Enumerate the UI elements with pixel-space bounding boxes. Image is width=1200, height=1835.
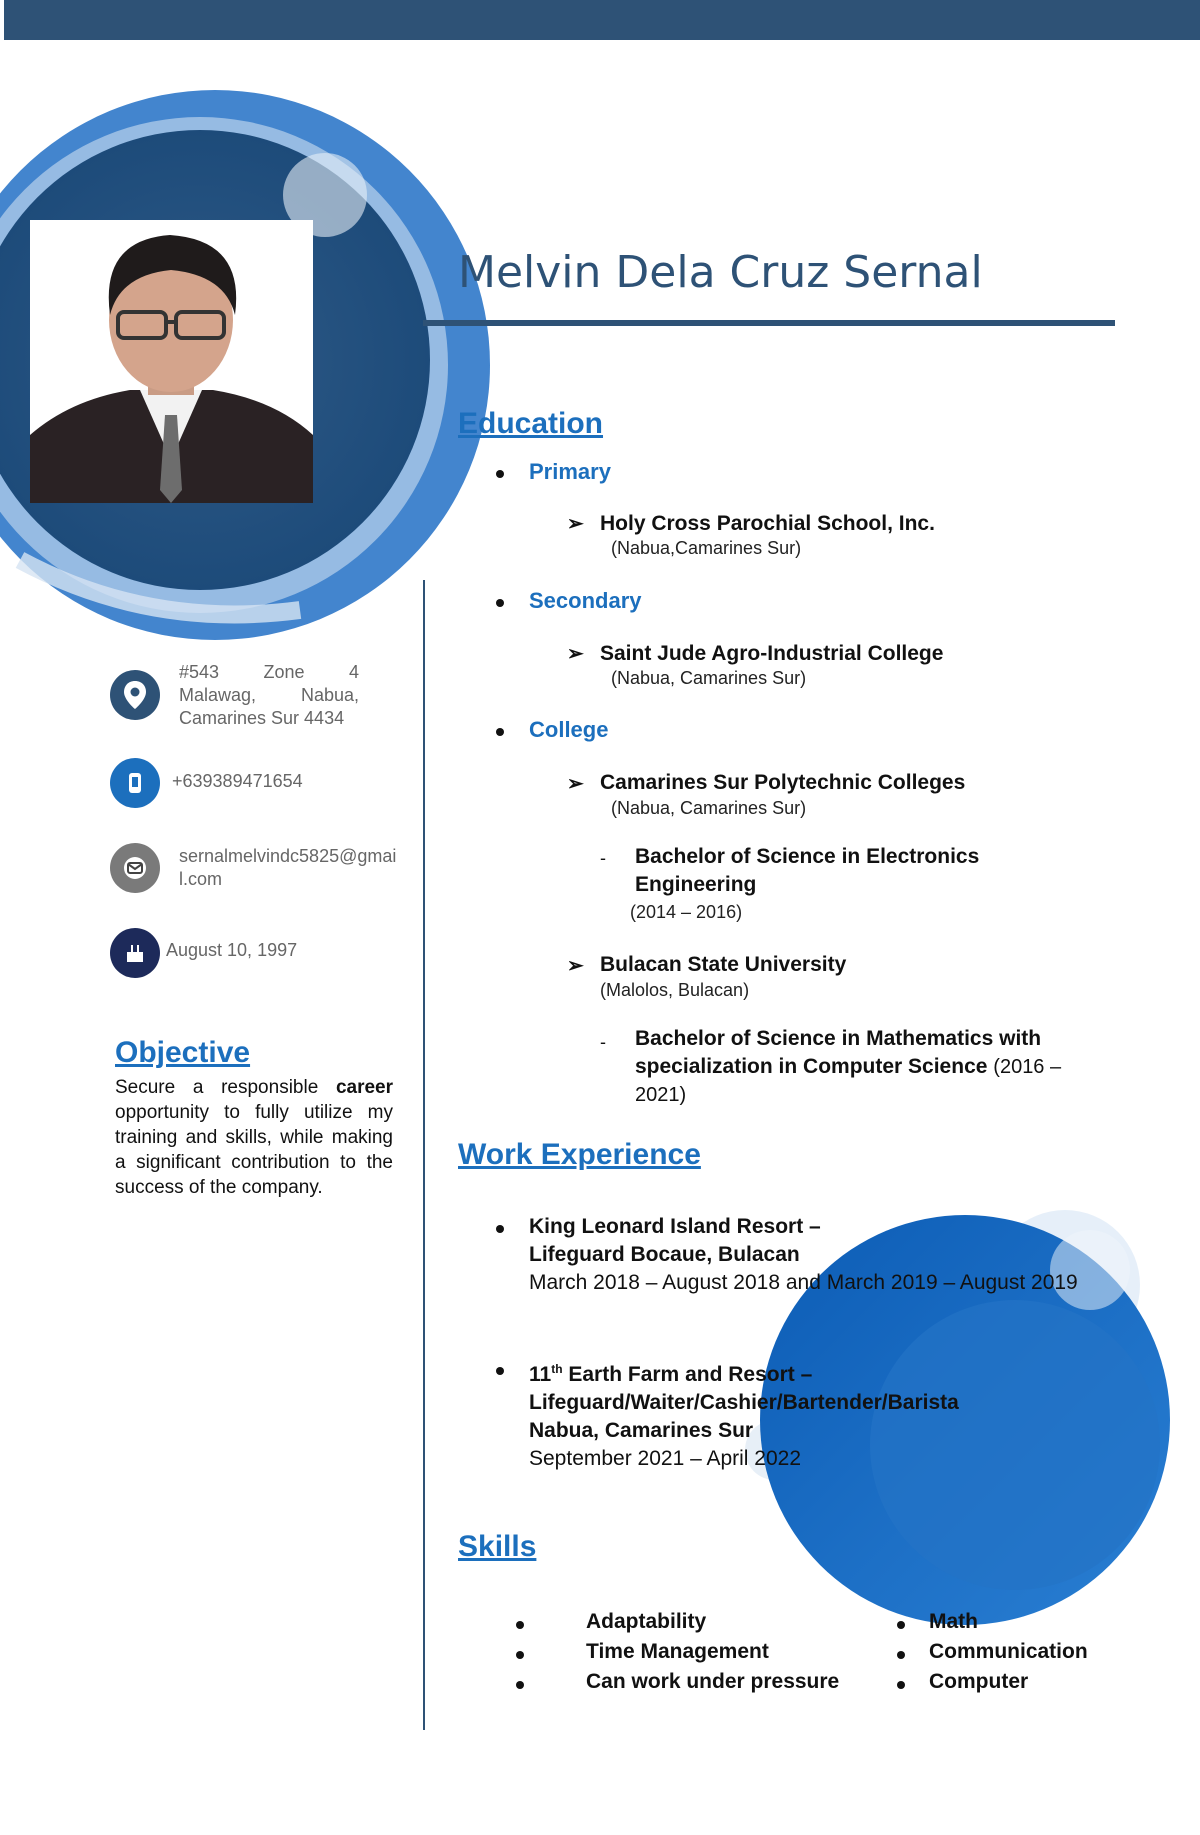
skill-item: Math — [929, 1610, 978, 1633]
skill-item: Communication — [929, 1640, 1088, 1663]
dash-bullet: - — [600, 1032, 606, 1052]
bullet — [897, 1651, 905, 1659]
name-underline — [423, 320, 1115, 326]
edu-primary-school: Holy Cross Parochial School, Inc. — [600, 512, 935, 535]
job-2: 11th Earth Farm and Resort – Lifeguard/Waiter/Cashier/Bartender/Barista Nabua, Camarines Sur September 2021 – April 2022 — [529, 1362, 959, 1470]
edu-college-label: College — [529, 717, 609, 742]
edu-secondary-school: Saint Jude Agro-Industrial College — [600, 642, 944, 665]
contact-email: sernalmelvindc5825@gmail.com — [179, 846, 397, 889]
arrow-bullet-icon: ➢ — [567, 955, 584, 977]
objective-heading: Objective — [115, 1036, 251, 1069]
edu-primary-location: (Nabua,Camarines Sur) — [611, 538, 802, 558]
work-heading: Work Experience — [458, 1138, 701, 1171]
objective-text: Secure a responsible career opportunity to fully utilize my training and skills, while making a significant contribution to the success of the company. — [115, 1077, 393, 1198]
edu-college-location-1: (Nabua, Camarines Sur) — [611, 798, 807, 818]
skill-item: Can work under pressure — [586, 1670, 840, 1693]
arrow-bullet-icon: ➢ — [567, 643, 584, 665]
edu-primary-label: Primary — [529, 459, 611, 484]
skill-item: Computer — [929, 1670, 1029, 1693]
education-heading: Education — [458, 407, 604, 440]
bullet — [516, 1681, 524, 1689]
contact-birthday: August 10, 1997 — [166, 940, 298, 960]
bullet — [496, 470, 504, 478]
profile-photo — [30, 220, 313, 503]
bullet — [496, 1225, 504, 1233]
edu-college-school-1: Camarines Sur Polytechnic Colleges — [600, 771, 966, 794]
bullet — [897, 1681, 905, 1689]
bullet — [516, 1651, 524, 1659]
skills-heading: Skills — [458, 1530, 537, 1563]
arrow-bullet-icon: ➢ — [567, 513, 584, 535]
edu-college-degree-1: Bachelor of Science in Electronics Engineering — [635, 845, 980, 896]
edu-college-years-1: (2014 – 2016) — [630, 902, 743, 922]
job-1: King Leonard Island Resort – Lifeguard Bocaue, Bulacan March 2018 – August 2018 and March 2019 – August 2019 — [529, 1215, 1078, 1294]
bullet — [496, 728, 504, 736]
skill-item: Adaptability — [586, 1610, 707, 1633]
skill-item: Time Management — [586, 1640, 769, 1663]
birthday-cake-icon — [110, 928, 160, 978]
bullet — [897, 1621, 905, 1629]
edu-secondary-label: Secondary — [529, 588, 642, 613]
column-divider — [423, 580, 425, 1730]
arrow-bullet-icon: ➢ — [567, 773, 584, 795]
person-avatar-icon — [30, 220, 313, 503]
edu-secondary-location: (Nabua, Camarines Sur) — [611, 668, 807, 688]
contact-address: #543 Zone 4 Malawag, Nabua, Camarines Sur 4434 — [179, 662, 359, 728]
candidate-name: Melvin Dela Cruz Sernal — [458, 247, 983, 298]
edu-college-location-2: (Malolos, Bulacan) — [600, 980, 750, 1000]
edu-college-degree-2: Bachelor of Science in Mathematics with specialization in Computer Science (2016 – 2021) — [635, 1027, 1062, 1106]
phone-icon — [110, 758, 160, 808]
contact-phone: +639389471654 — [172, 771, 303, 791]
bullet — [516, 1621, 524, 1629]
email-icon — [110, 843, 160, 893]
bullet — [496, 599, 504, 607]
dash-bullet: - — [600, 848, 606, 868]
bullet — [496, 1367, 504, 1375]
edu-college-school-2: Bulacan State University — [600, 953, 847, 976]
location-pin-icon — [110, 670, 160, 720]
